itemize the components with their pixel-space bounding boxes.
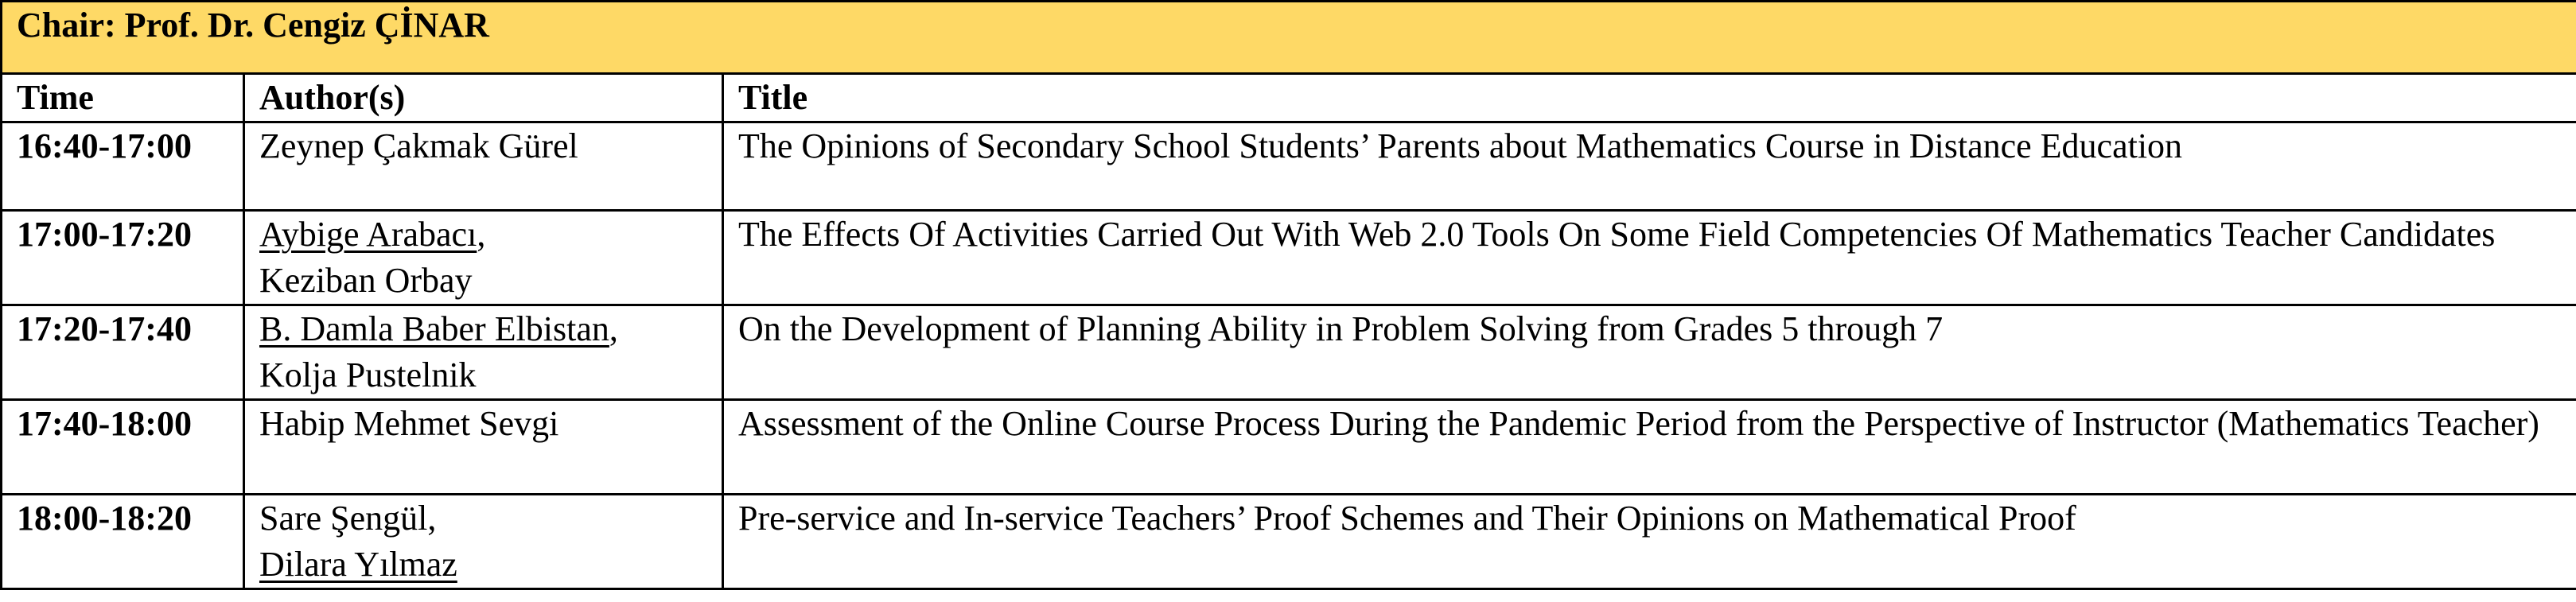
session-authors — [244, 211, 723, 305]
header-row — [2, 74, 2576, 122]
author-suffix: , — [609, 309, 618, 348]
session-row — [2, 211, 2576, 305]
presenting-author-name: B. Damla Baber Elbistan — [259, 309, 609, 348]
session-title: Assessment of the Online Course Process During the Pandemic Period from the Perspective of Instructor (Mathematics Teacher) — [723, 400, 2576, 495]
author-line — [259, 212, 707, 258]
chair-title: Chair: Prof. Dr. Cengiz ÇİNAR — [2, 2, 2576, 74]
session-time: 17:40-18:00 — [2, 400, 244, 495]
author-name: Habip Mehmet Sevgi — [259, 404, 559, 443]
session-title: The Opinions of Secondary School Students’ Parents about Mathematics Course in Distance Education — [723, 122, 2576, 211]
author-name: Kolja Pustelnik — [259, 355, 477, 394]
author-suffix: , — [427, 499, 437, 538]
session-authors — [244, 122, 723, 211]
session-title: Pre-service and In-service Teachers’ Proof Schemes and Their Opinions on Mathematical Proof — [723, 495, 2576, 589]
chair-row — [2, 2, 2576, 74]
author-line — [259, 123, 707, 169]
author-line — [259, 352, 707, 398]
session-authors — [244, 400, 723, 495]
author-line — [259, 258, 707, 304]
header-title: Title — [723, 74, 2576, 122]
author-line — [259, 495, 707, 542]
session-row — [2, 400, 2576, 495]
header-time: Time — [2, 74, 244, 122]
header-authors: Author(s) — [244, 74, 723, 122]
session-row — [2, 495, 2576, 589]
session-title: The Effects Of Activities Carried Out With Web 2.0 Tools On Some Field Competencies Of Mathematics Teacher Candidates — [723, 211, 2576, 305]
session-time: 18:00-18:20 — [2, 495, 244, 589]
session-row — [2, 122, 2576, 211]
author-line — [259, 401, 707, 447]
author-suffix: , — [477, 215, 486, 254]
session-authors — [244, 305, 723, 400]
session-time: 16:40-17:00 — [2, 122, 244, 211]
session-authors — [244, 495, 723, 589]
presenting-author-name: Aybige Arabacı — [259, 215, 477, 254]
author-name: Zeynep Çakmak Gürel — [259, 126, 578, 165]
author-line — [259, 306, 707, 352]
author-line — [259, 542, 707, 588]
author-name: Sare Şengül — [259, 499, 428, 538]
session-title: On the Development of Planning Ability in Problem Solving from Grades 5 through 7 — [723, 305, 2576, 400]
session-time: 17:00-17:20 — [2, 211, 244, 305]
presenting-author-name: Dilara Yılmaz — [259, 545, 457, 584]
author-name: Keziban Orbay — [259, 261, 473, 300]
session-row — [2, 305, 2576, 400]
session-time: 17:20-17:40 — [2, 305, 244, 400]
